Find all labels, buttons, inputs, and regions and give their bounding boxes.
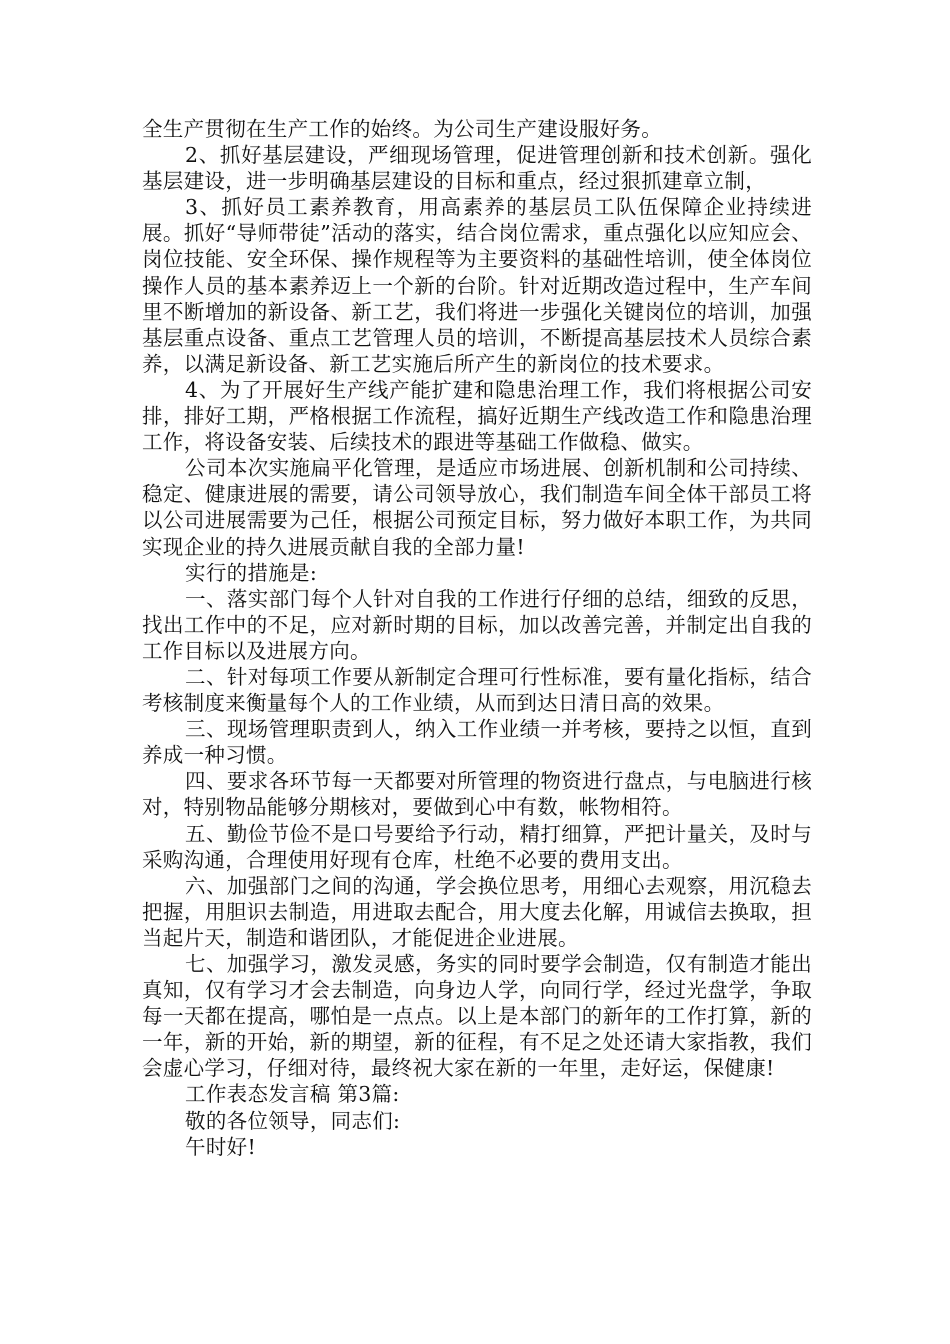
paragraph-7: 一、落实部门每个人针对自我的工作进行仔细的总结，细致的反思，找出工作中的不足，应对新时期的目标，加以改善完善，并制定出自我的工作目标以及进展方向。 <box>142 586 812 663</box>
paragraph-10: 四、要求各环节每一天都要对所管理的物资进行盘点，与电脑进行核对，特别物品能够分期核对，要做到心中有数，帐物相符。 <box>142 769 812 820</box>
paragraph-15: 敬的各位领导，同志们: <box>185 1108 401 1133</box>
paragraph-5: 公司本次实施扁平化管理，是适应市场进展、创新机制和公司持续、稳定、健康进展的需要，请公司领导放心，我们制造车间全体干部员工将以公司进展需要为己任，根据公司预定目标，努力做好本职工作，为共同实现企业的持久进展贡献自我的全部力量! <box>142 456 812 559</box>
paragraph-9: 三、现场管理职责到人，纳入工作业绩一并考核，要持之以恒，直到养成一种习惯。 <box>142 717 812 768</box>
paragraph-4: 4、为了开展好生产线产能扩建和隐患治理工作，我们将根据公司安排，排好工期，严格根据工作流程，搞好近期生产线改造工作和隐患治理工作，将设备安装、后续技术的跟进等基础工作做稳、做实。 <box>142 377 812 455</box>
paragraph-11: 五、勤俭节俭不是口号要给予行动，精打细算，严把计量关，及时与采购沟通，合理使用好现有仓库，杜绝不必要的费用支出。 <box>142 821 812 872</box>
paragraph-8: 二、针对每项工作要从新制定合理可行性标准，要有量化指标，结合考核制度来衡量每个人的工作业绩，从而到达日清日高的效果。 <box>142 664 812 716</box>
paragraph-1: 全生产贯彻在生产工作的始终。为公司生产建设服好务。 <box>142 117 662 141</box>
document-body <box>142 116 812 1160</box>
paragraph-2: 2、抓好基层建设，严细现场管理，促进管理创新和技术创新。强化基层建设，进一步明确基层建设的目标和重点，经过狠抓建章立制， <box>142 143 812 194</box>
paragraph-3: 3、抓好员工素养教育，用高素养的基层员工队伍保障企业持续进展。抓好“导师带徒”活动的落实，结合岗位需求，重点强化以应知应会、岗位技能、安全环保、操作规程等为主要资料的基础性培训，使全体岗位操作人员的基本素养迈上一个新的台阶。针对近期改造过程中，生产车间里不断增加的新设备、新工艺，我们将进一步强化关键岗位的培训，加强基层重点设备、重点工艺管理人员的培训，不断提高基层技术人员综合素养，以满足新设备、新工艺实施后所产生的新岗位的技术要求。 <box>142 195 812 376</box>
paragraph-16: 午时好! <box>185 1134 256 1159</box>
paragraph-14: 工作表态发言稿 第3篇: <box>185 1082 400 1107</box>
paragraph-13: 七、加强学习，激发灵感，务实的同时要学会制造，仅有制造才能出真知，仅有学习才会去制造，向身边人学，向同行学，经过光盘学，争取每一天都在提高，哪怕是一点点。以上是本部门的新年的工作打算，新的一年，新的开始，新的期望，新的征程，有不足之处还请大家指教，我们会虚心学习，仔细对待，最终祝大家在新的一年里，走好运，保健康! <box>142 952 812 1081</box>
paragraph-12: 六、加强部门之间的沟通，学会换位思考，用细心去观察，用沉稳去把握，用胆识去制造，用进取去配合，用大度去化解，用诚信去换取，担当起片天，制造和谐团队，才能促进企业进展。 <box>142 873 812 950</box>
paragraph-6: 实行的措施是: <box>185 560 318 585</box>
